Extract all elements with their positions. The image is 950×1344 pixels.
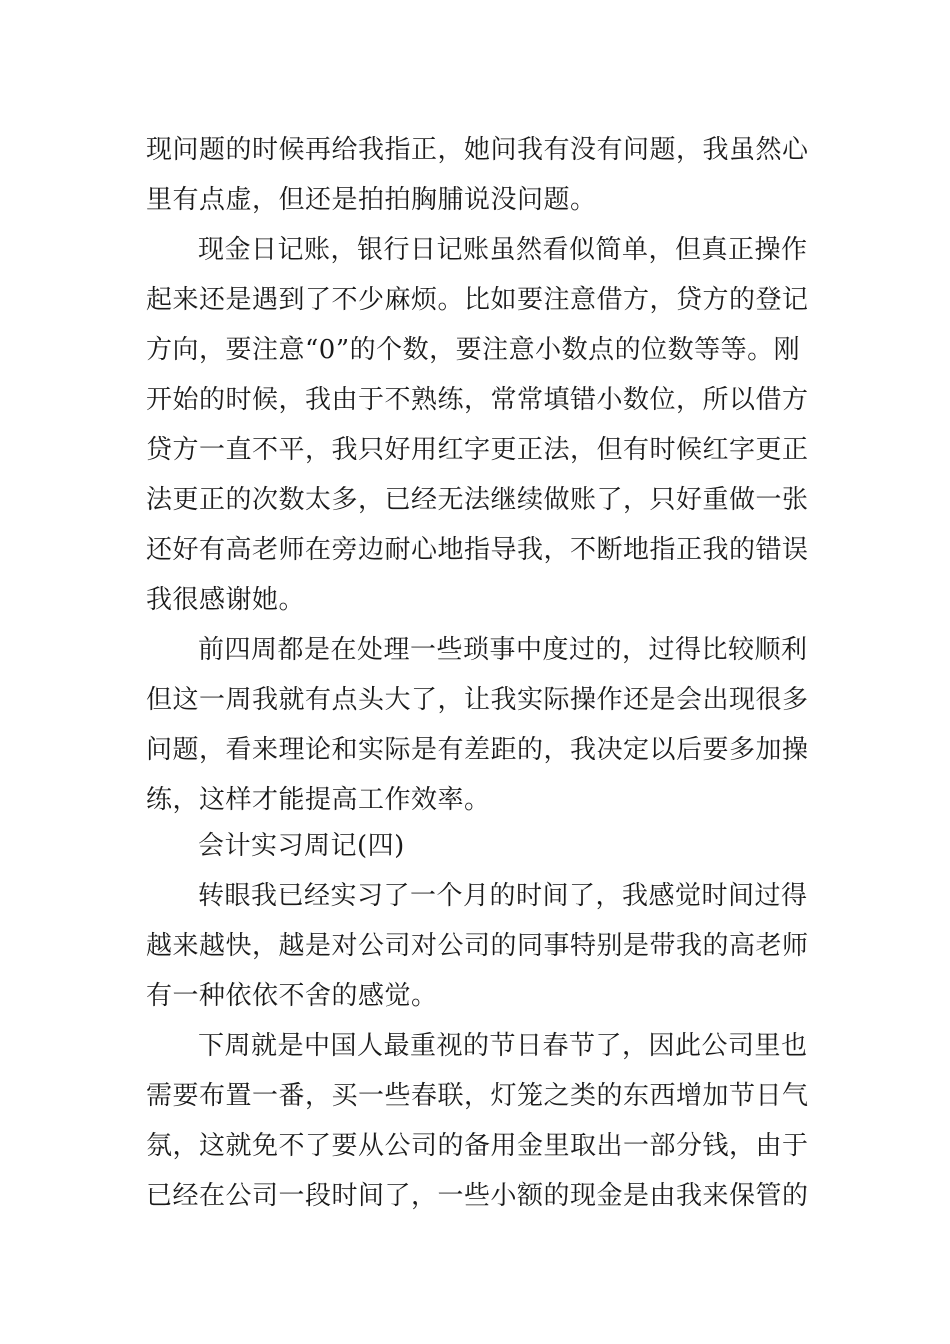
text-line: 起来还是遇到了不少麻烦。比如要注意借方，贷方的登记 (146, 285, 809, 315)
text-line: 方向，要注意“0”的个数，要注意小数点的位数等等。刚 (146, 335, 801, 365)
text-line: 氛，这就免不了要从公司的备用金里取出一部分钱，由于 (146, 1131, 809, 1161)
paragraph-first-line: 现金日记账，银行日记账虽然看似简单，但真正操作 (198, 235, 808, 265)
text-line: 越来越快，越是对公司对公司的同事特别是带我的高老师 (146, 931, 809, 961)
text-line: 还好有高老师在旁边耐心地指导我，不断地指正我的错误 (146, 535, 809, 565)
text-line: 有一种依依不舍的感觉。 (146, 981, 438, 1011)
text-line: 已经在公司一段时间了，一些小额的现金是由我来保管的 (146, 1181, 809, 1211)
paragraph-first-line: 下周就是中国人最重视的节日春节了，因此公司里也 (198, 1031, 808, 1061)
text-line: 里有点虚，但还是拍拍胸脯说没问题。 (146, 185, 597, 215)
paragraph-first-line: 转眼我已经实习了一个月的时间了，我感觉时间过得 (198, 881, 808, 911)
text-line: 现问题的时候再给我指正，她问我有没有问题，我虽然心 (146, 135, 809, 165)
paragraph-first-line: 前四周都是在处理一些琐事中度过的，过得比较顺利 (198, 635, 808, 665)
text-line: 练，这样才能提高工作效率。 (146, 785, 491, 815)
text-line: 开始的时候，我由于不熟练，常常填错小数位，所以借方 (146, 385, 809, 415)
text-line: 需要布置一番，买一些春联，灯笼之类的东西增加节日气 (146, 1081, 809, 1111)
text-line: 法更正的次数太多，已经无法继续做账了，只好重做一张 (146, 485, 809, 515)
text-line: 问题，看来理论和实际是有差距的，我决定以后要多加操 (146, 735, 809, 765)
text-line: 贷方一直不平，我只好用红字更正法，但有时候红字更正 (146, 435, 809, 465)
section-heading: 会计实习周记(四) (198, 831, 405, 861)
text-line: 我很感谢她。 (146, 585, 306, 615)
text-line: 但这一周我就有点头大了，让我实际操作还是会出现很多 (146, 685, 809, 715)
